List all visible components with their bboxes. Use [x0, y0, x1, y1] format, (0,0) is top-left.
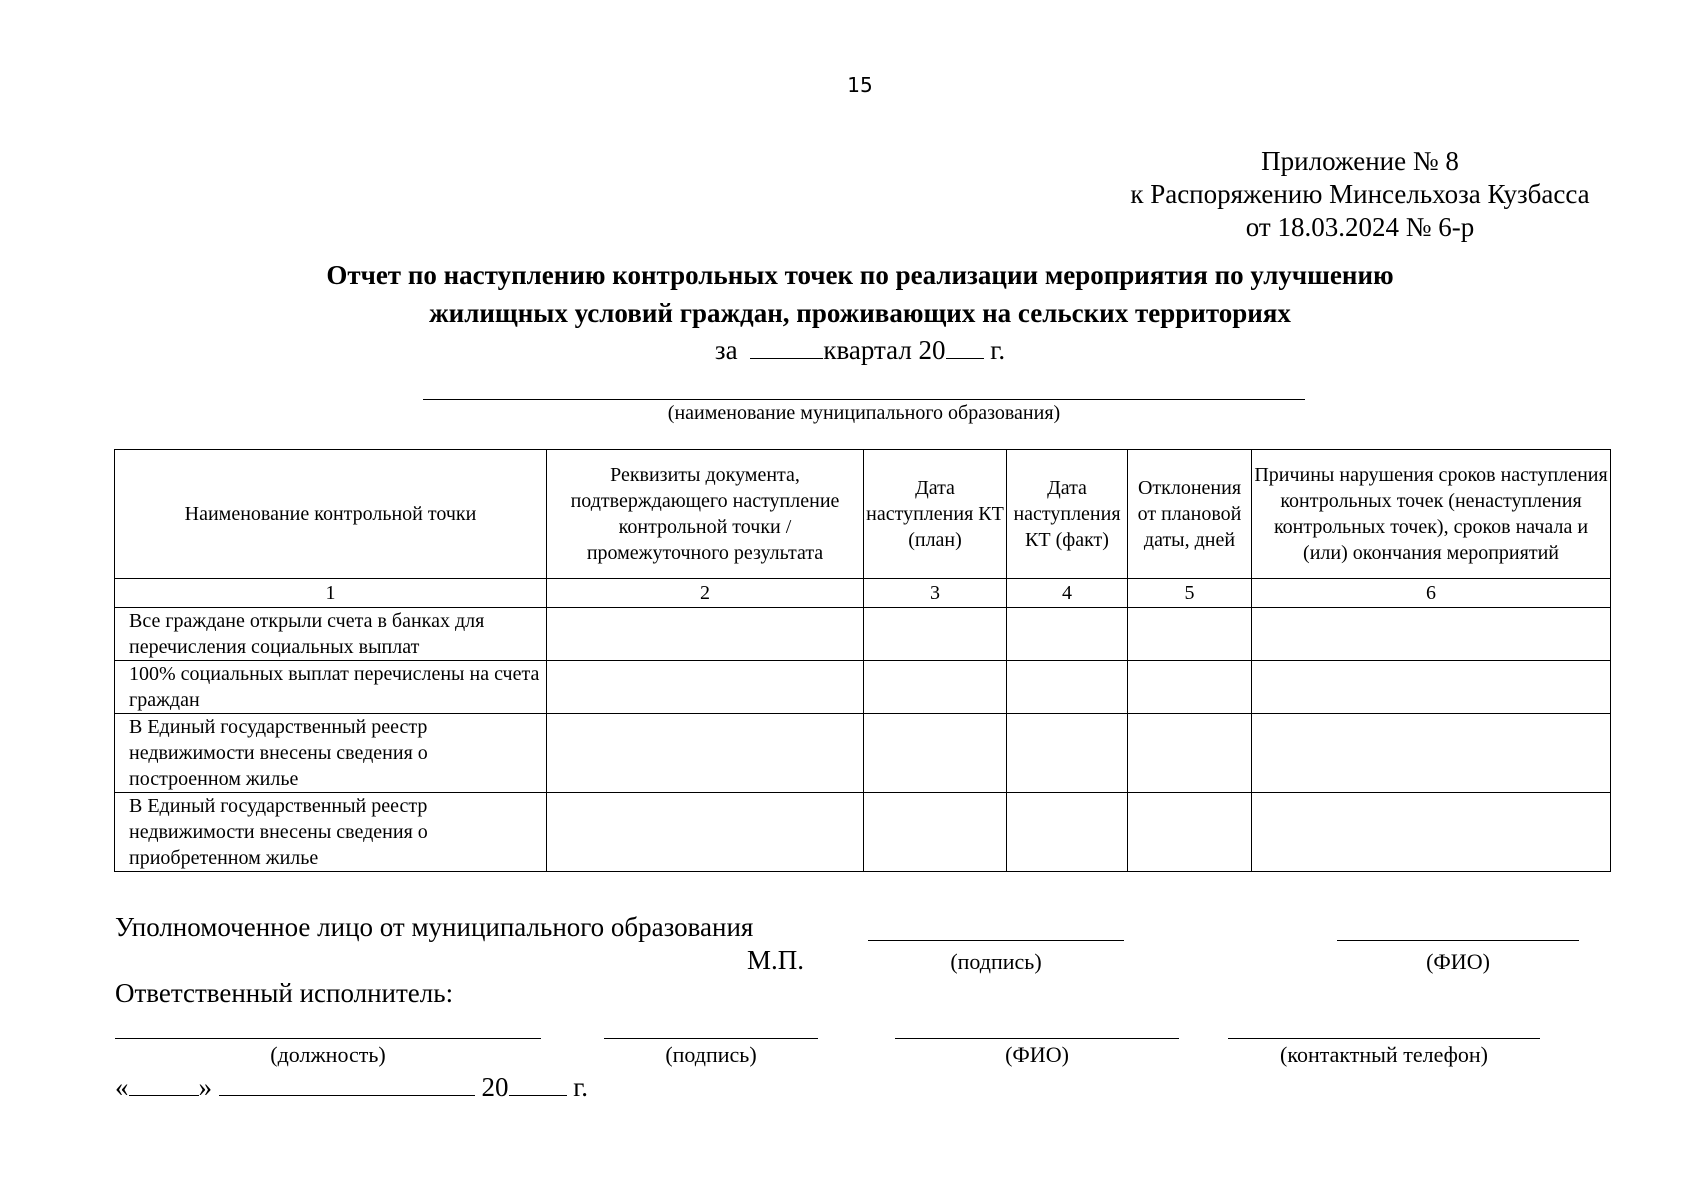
control-point-name: 100% социальных выплат перечислены на счета граждан [115, 661, 547, 714]
column-number: 2 [547, 579, 864, 608]
reasons-cell[interactable] [1252, 661, 1611, 714]
column-number: 1 [115, 579, 547, 608]
period-prefix: за [714, 335, 738, 365]
month-blank[interactable] [219, 1071, 475, 1096]
date-plan-cell[interactable] [864, 608, 1007, 661]
executor-label: Ответственный исполнитель: [115, 978, 454, 1008]
period-suffix: г. [990, 335, 1006, 365]
header-document-details: Реквизиты документа, подтверждающего наступление контрольной точки / промежуточного результата [547, 450, 864, 579]
executor-signature-line[interactable] [604, 1038, 818, 1039]
executor-fio-caption: (ФИО) [1005, 1042, 1069, 1067]
date-suffix: г. [573, 1072, 589, 1102]
date-plan-cell[interactable] [864, 661, 1007, 714]
table-header-row [115, 450, 1611, 579]
date-year-blank[interactable] [509, 1071, 567, 1096]
document-title [0, 256, 1697, 332]
header-deviation: Отклонения от плановой даты, дней [1128, 450, 1252, 579]
date-fact-cell[interactable] [1007, 793, 1128, 872]
authorized-signature-line[interactable] [868, 940, 1124, 941]
executor-phone-caption: (контактный телефон) [1280, 1042, 1488, 1067]
table-row [115, 714, 1611, 793]
date-fact-cell[interactable] [1007, 714, 1128, 793]
executor-phone-line[interactable] [1228, 1038, 1540, 1039]
control-point-name: В Единый государственный реестр недвижимости внесены сведения о приобретенном жилье [115, 793, 547, 872]
document-details-cell[interactable] [547, 714, 864, 793]
column-number: 5 [1128, 579, 1252, 608]
deviation-cell[interactable] [1128, 608, 1252, 661]
reasons-cell[interactable] [1252, 714, 1611, 793]
stamp-label: М.П. [747, 945, 805, 975]
date-year-prefix: 20 [481, 1072, 509, 1102]
executor-position-line[interactable] [115, 1038, 541, 1039]
title-line-1: Отчет по наступлению контрольных точек по реализации мероприятия по улучшению [326, 260, 1394, 290]
municipality-blank-line[interactable] [423, 399, 1305, 400]
day-blank[interactable] [129, 1071, 199, 1096]
header-date-fact: Дата наступления КТ (факт) [1007, 450, 1128, 579]
header-date-plan: Дата наступления КТ (план) [864, 450, 1007, 579]
table-row [115, 661, 1611, 714]
header-control-point: Наименование контрольной точки [115, 450, 547, 579]
appendix-header [1090, 145, 1630, 244]
document-details-cell[interactable] [547, 608, 864, 661]
authorized-fio-caption: (ФИО) [1426, 949, 1490, 974]
date-line [115, 1071, 588, 1103]
reasons-cell[interactable] [1252, 608, 1611, 661]
executor-fio-line[interactable] [895, 1038, 1179, 1039]
document-details-cell[interactable] [547, 661, 864, 714]
appendix-line-3: от 18.03.2024 № 6-р [1245, 212, 1475, 242]
table-row [115, 793, 1611, 872]
date-fact-cell[interactable] [1007, 608, 1128, 661]
appendix-line-1: Приложение № 8 [1261, 146, 1459, 176]
deviation-cell[interactable] [1128, 714, 1252, 793]
column-number-row [115, 579, 1611, 608]
reasons-cell[interactable] [1252, 793, 1611, 872]
control-point-name: Все граждане открыли счета в банках для перечисления социальных выплат [115, 608, 547, 661]
date-fact-cell[interactable] [1007, 661, 1128, 714]
column-number: 4 [1007, 579, 1128, 608]
date-plan-cell[interactable] [864, 793, 1007, 872]
executor-position-caption: (должность) [270, 1042, 386, 1067]
title-line-2: жилищных условий граждан, проживающих на сельских территориях [429, 298, 1291, 328]
deviation-cell[interactable] [1128, 793, 1252, 872]
column-number: 3 [864, 579, 1007, 608]
municipality-caption: (наименование муниципального образования) [667, 402, 1061, 424]
appendix-line-2: к Распоряжению Минсельхоза Кузбасса [1130, 179, 1590, 209]
report-period [0, 334, 1697, 366]
column-number: 6 [1252, 579, 1611, 608]
page-number: 15 [847, 73, 873, 97]
date-close-quote: » [198, 1072, 212, 1102]
authorized-fio-line[interactable] [1337, 940, 1579, 941]
authorized-signature-caption: (подпись) [950, 949, 1042, 974]
date-open-quote: « [115, 1072, 129, 1102]
authorized-person-label: Уполномоченное лицо от муниципального образования [115, 912, 754, 942]
control-points-table [114, 449, 1611, 872]
header-reasons: Причины нарушения сроков наступления контрольных точек (ненаступления контрольных точек), сроков начала и (или) окончания мероприятий [1252, 450, 1611, 579]
quarter-blank[interactable] [750, 334, 823, 359]
document-details-cell[interactable] [547, 793, 864, 872]
executor-signature-caption: (подпись) [665, 1042, 757, 1067]
deviation-cell[interactable] [1128, 661, 1252, 714]
date-plan-cell[interactable] [864, 714, 1007, 793]
period-quarter-label: квартал 20 [823, 335, 946, 365]
year-blank[interactable] [946, 334, 984, 359]
control-point-name: В Единый государственный реестр недвижимости внесены сведения о построенном жилье [115, 714, 547, 793]
table-row [115, 608, 1611, 661]
